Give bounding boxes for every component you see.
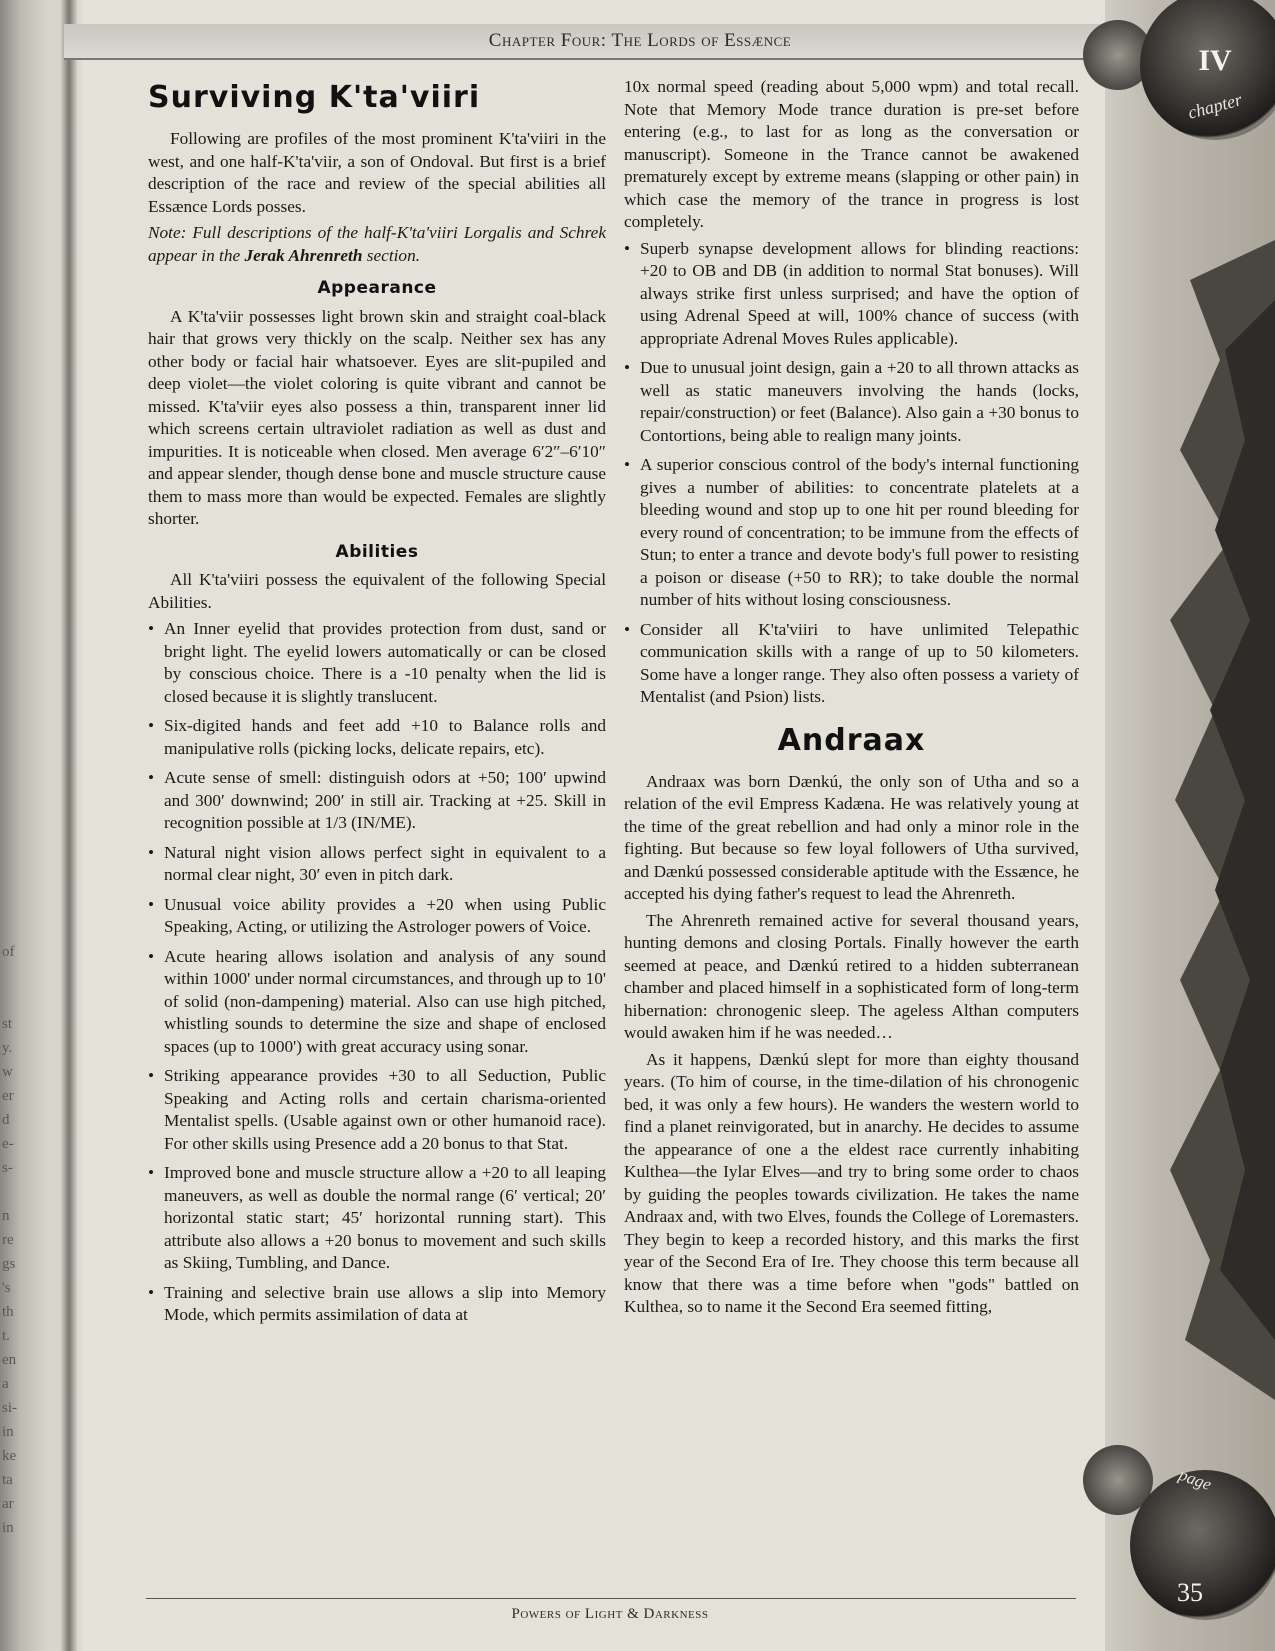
- bleed-fragment: d: [2, 1112, 10, 1128]
- chapter-title: Chapter Four: The Lords of Essænce: [488, 30, 792, 51]
- abilities-list-continued: [624, 238, 1079, 709]
- list-item: • Consider all K'ta'viiri to have unlimited Telepathic communication skills with a range of up to 50 kilometers. Some have a longer range. They also often possess a variety of Mentalist (and Psion) lists.: [624, 619, 1079, 709]
- bleed-fragment: in: [2, 1424, 14, 1440]
- list-item: • Six-digited hands and feet add +10 to Balance rolls and manipulative rolls (picking locks, delicate repairs, etc).: [148, 715, 606, 760]
- bleed-fragment: ta: [2, 1472, 13, 1488]
- bleed-fragment: en: [2, 1352, 17, 1368]
- abilities-intro: All K'ta'viiri possess the equivalent of the following Special Abilities.: [148, 570, 606, 612]
- chapter-label: chapter: [1185, 89, 1245, 123]
- bleed-fragment: ke: [2, 1448, 17, 1464]
- list-item: • An Inner eyelid that provides protection from dust, sand or bright light. The eyelid lowers automatically or can be closed by conscious choice. There is a -10 penalty when the lid is closed because it is slightly translucent.: [148, 618, 606, 708]
- list-item: • A superior conscious control of the body's internal functioning gives a number of abilities: to concentrate platelets at a bleeding wound and stop up to one hit per round bleeding for every round of concentration; to be immune from the effects of Stun; to enter a trance and devote body's full power to resisting a poison or disease (+50 to RR); to take double the normal number of hits without losing consciousness.: [624, 454, 1079, 612]
- bleed-fragment: th: [2, 1304, 14, 1320]
- bleed-fragment: e-: [2, 1136, 14, 1152]
- list-item: • Striking appearance provides +30 to all Seduction, Public Speaking and Acting rolls and certain charisma-oriented Mentalist spells. (Usable against own or other humanoid race). For other skills using Presence add a 20 bonus to that Stat.: [148, 1065, 606, 1155]
- list-item: • Unusual voice ability provides a +20 when using Public Speaking, Acting, or utilizing the Astrologer powers of Voice.: [148, 894, 606, 939]
- list-item: • Improved bone and muscle structure allow a +20 to all leaping maneuvers, as well as double the normal range (6′ vertical; 20′ horizontal static start; 45′ horizontal running start). This attribute also allows a +20 bonus to movement and such skills as Skiing, Tumbling, and Dance.: [148, 1162, 606, 1275]
- bleed-fragment: si-: [2, 1400, 17, 1416]
- bleed-fragment: [2, 1180, 30, 1204]
- bleed-fragment: re: [2, 1232, 14, 1248]
- bleed-fragment: er: [2, 1088, 14, 1104]
- andraax-paragraph: The Ahrenreth remained active for several thousand years, hunting demons and closing Portals. Finally however the earth seemed at peace, and Dænkú retired to a hidden subterranean chamber and placed himself in a sophisticated form of long-term hibernation: chronogenic sleep. The ageless Althan computers would awaken him if he was needed…: [624, 910, 1079, 1042]
- bleed-fragment: a: [2, 1376, 9, 1392]
- bleed-fragment: gs: [2, 1256, 16, 1272]
- list-item: • Natural night vision allows perfect sight in equivalent to a normal clear night, 30′ even in pitch dark.: [148, 842, 606, 887]
- list-item: • Due to unusual joint design, gain a +20 to all thrown attacks as well as static maneuvers involving the hands (locks, repair/construction) or feet (Balance). Also gain a +30 bonus to Contortions, being able to realign many joints.: [624, 357, 1079, 447]
- note-section-ref: Jerak Ahrenreth: [244, 245, 363, 265]
- abilities-list: [148, 618, 606, 1327]
- intro-paragraph: Following are profiles of the most prominent K'ta'viiri in the west, and one half-K'ta'viir, a son of Ondoval. But first is a brief description of the race and review of the special abilities all Essænce Lords posses.: [148, 129, 606, 216]
- list-item: • Training and selective brain use allows a slip into Memory Mode, which permits assimilation of data at: [148, 1282, 606, 1327]
- bleed-fragment: st: [2, 1016, 13, 1032]
- chapter-number: IV: [1198, 44, 1232, 77]
- subheading-abilities: Abilities: [335, 541, 419, 562]
- appearance-paragraph: A K'ta'viir possesses light brown skin and straight coal-black hair that grows very thickly on the scalp. Neither sex has any other body or facial hair whatsoever. Eyes are slit-pupiled and deep violet—the violet coloring is quite vibrant and cannot be missed. K'ta'viir eyes also possess a thin, transparent inner lid which screens certain ultraviolet radiation as well as dust and impurities. It is noticeable when closed. Men average 6′2″–6′10″ and appear slender, though dense bone and muscle structure cause them to mass more than would be expected. Females are slightly shorter.: [148, 306, 606, 528]
- bleed-fragment: of: [2, 944, 15, 960]
- left-column: [148, 76, 606, 1334]
- andraax-paragraph: Andraax was born Dænkú, the only son of Utha and so a relation of the evil Empress Kadæna. He was relatively young at the time of the great rebellion and had only a minor role in the fighting. But because so few loyal followers of Utha survived, and Dænkú possessed considerable aptitude with the Essænce, he accepted his dying father's request to lead the Ahrenreth.: [624, 771, 1079, 903]
- page-number: 35: [1177, 1578, 1203, 1607]
- bleed-fragment: [2, 988, 30, 1012]
- binding-shadow: [60, 0, 78, 1651]
- torn-edge-decoration: [1150, 240, 1275, 1400]
- note-text-end: section.: [362, 245, 421, 265]
- bleed-fragment: w: [2, 1064, 13, 1080]
- bleed-fragment: t.: [2, 1328, 10, 1344]
- list-item: • Acute sense of smell: distinguish odors at +50; 100′ upwind and 300′ downwind; 200′ in still air. Tracking at +25. Skill in recognition possible at 1/3 (IN/ME).: [148, 767, 606, 835]
- section-heading-surviving: Surviving K'ta'viiri: [148, 80, 481, 115]
- bleed-fragment: [2, 964, 30, 988]
- note-paragraph: [148, 222, 606, 267]
- list-item: • Superb synapse development allows for blinding reactions: +20 to OB and DB (in addition to normal Stat bonuses). Will always strike first unless surprised; and have the option of using Adrenal Speed at will, 100% chance of success (with appropriate Adrenal Moves Rules applicable).: [624, 238, 1079, 351]
- memory-mode-continuation: 10x normal speed (reading about 5,000 wpm) and total recall. Note that Memory Mode trance duration is pre-set before entering (e.g., to last for as long as the conversation or manuscript). Someone in the Trance cannot be awakened prematurely except by extreme means (slapping or other pain) in which case the memory of the trance in progress is lost completely.: [624, 77, 1079, 231]
- facing-page-bleed: [2, 940, 30, 1540]
- note-text: Note: Full descriptions of the half-K'ta'viiri Lorgalis and Schrek appear in the: [148, 223, 606, 265]
- bleed-fragment: n: [2, 1208, 10, 1224]
- right-column: [624, 76, 1079, 1323]
- bleed-fragment: y.: [2, 1040, 13, 1056]
- list-item: • Acute hearing allows isolation and analysis of any sound within 1000' under normal circumstances, and through up to 10' of solid (non-dampening) material. Also can use high pitched, whistling sounds to determine the size and shape of enclosed spaces (up to 1000') with great accuracy using sonar.: [148, 946, 606, 1059]
- andraax-paragraph: As it happens, Dænkú slept for more than eighty thousand years. (To him of course, in the time-dilation of his chronogenic bed, it was only a few hours). He wanders the western world to find a planet reinvigorated, but in anarchy. He decides to assume the appearance of one a the eldest race currently inhabiting Kulthea—the Iylar Elves—and try to bring some order to chaos by guiding the peoples towards civilization. He takes the name Andraax and, with two Elves, founds the College of Loremasters. They begin to keep a recorded history, and this marks the first year of the Second Era of Ire. They choose this term because all know that there was a time before when "gods" battled on Kulthea, so to name it the Second Era seemed fitting,: [624, 1049, 1079, 1316]
- page-label: page: [1176, 1464, 1214, 1495]
- bleed-fragment: ar: [2, 1496, 14, 1512]
- book-title-footer: Powers of Light & Darkness: [511, 1606, 709, 1622]
- section-heading-andraax: Andraax: [777, 722, 926, 758]
- bleed-fragment: s-: [2, 1160, 13, 1176]
- footer-rule: [146, 1598, 1076, 1599]
- bleed-fragment: 's: [2, 1280, 11, 1296]
- bleed-fragment: in: [2, 1520, 14, 1536]
- subheading-appearance: Appearance: [317, 278, 437, 298]
